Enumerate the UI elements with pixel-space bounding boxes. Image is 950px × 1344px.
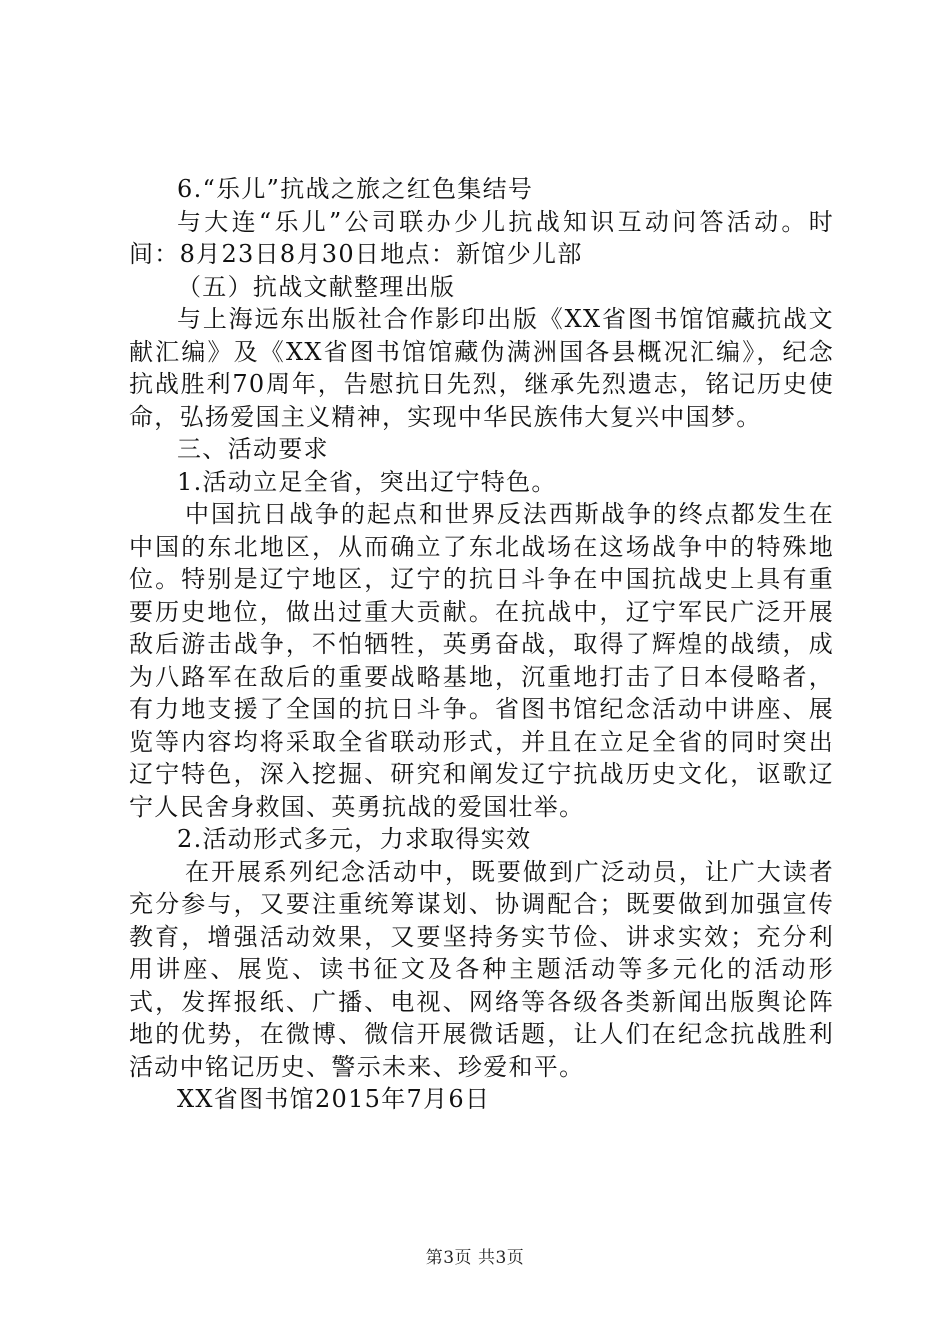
paragraph-quiz-activity: 与大连“乐儿”公司联办少儿抗战知识互动问答活动。时间：8月23日8月30日地点：新馆少儿部 [129,207,834,268]
page-number-footer: 第3页 共3页 [425,1248,525,1268]
section-heading-literature-publishing: （五）抗战文献整理出版 [177,272,456,301]
section-heading-activity-requirements: 三、活动要求 [177,435,329,463]
document-body [129,173,834,1116]
requirement-heading-1: 1.活动立足全省，突出辽宁特色。 [177,467,557,496]
paragraph-activity-forms: 在开展系列纪念活动中，既要做到广泛动员，让广大读者充分参与，又要注重统筹谋划、协调配合；既要做到加强宣传教育，增强活动效果，又要坚持务实节俭、讲求实效；充分利用讲座、展览、读书征文及各种主题活动等多元化的活动形式，发挥报纸、广播、电视、网络等各级各类新闻出版舆论阵地的优势，在微博、微信开展微话题，让人们在纪念抗战胜利活动中铭记历史、警示未来、珍爱和平。 [129,857,834,1081]
signature-date-line: XX省图书馆2015年7月6日 [177,1085,491,1113]
requirement-heading-2: 2.活动形式多元，力求取得实效 [177,825,532,853]
paragraph-literature-publishing: 与上海远东出版社合作影印出版《XX省图书馆馆藏抗战文献汇编》及《XX省图书馆馆藏伪满洲国各县概况汇编》，纪念抗战胜利70周年，告慰抗日先烈，继承先烈遗志，铭记历史使命，弘扬爱国主义精神，实现中华民族伟大复兴中国梦。 [129,305,834,431]
paragraph-liaoning-features: 中国抗日战争的起点和世界反法西斯战争的终点都发生在中国的东北地区，从而确立了东北战场在这场战争中的特殊地位。特别是辽宁地区，辽宁的抗日斗争在中国抗战史上具有重要历史地位，做出过重大贡献。在抗战中，辽宁军民广泛开展敌后游击战争，不怕牺牲，英勇奋战，取得了辉煌的战绩，成为八路军在敌后的重要战略基地，沉重地打击了日本侵略者，有力地支援了全国的抗日斗争。省图书馆纪念活动中讲座、展览等内容均将采取全省联动形式，并且在立足全省的同时突出辽宁特色，深入挖掘、研究和阐发辽宁抗战历史文化，讴歌辽宁人民舍身救国、英勇抗战的爱国壮举。 [129,500,834,821]
subsection-heading-red-assembly: 6.“乐儿”抗战之旅之红色集结号 [177,175,534,203]
